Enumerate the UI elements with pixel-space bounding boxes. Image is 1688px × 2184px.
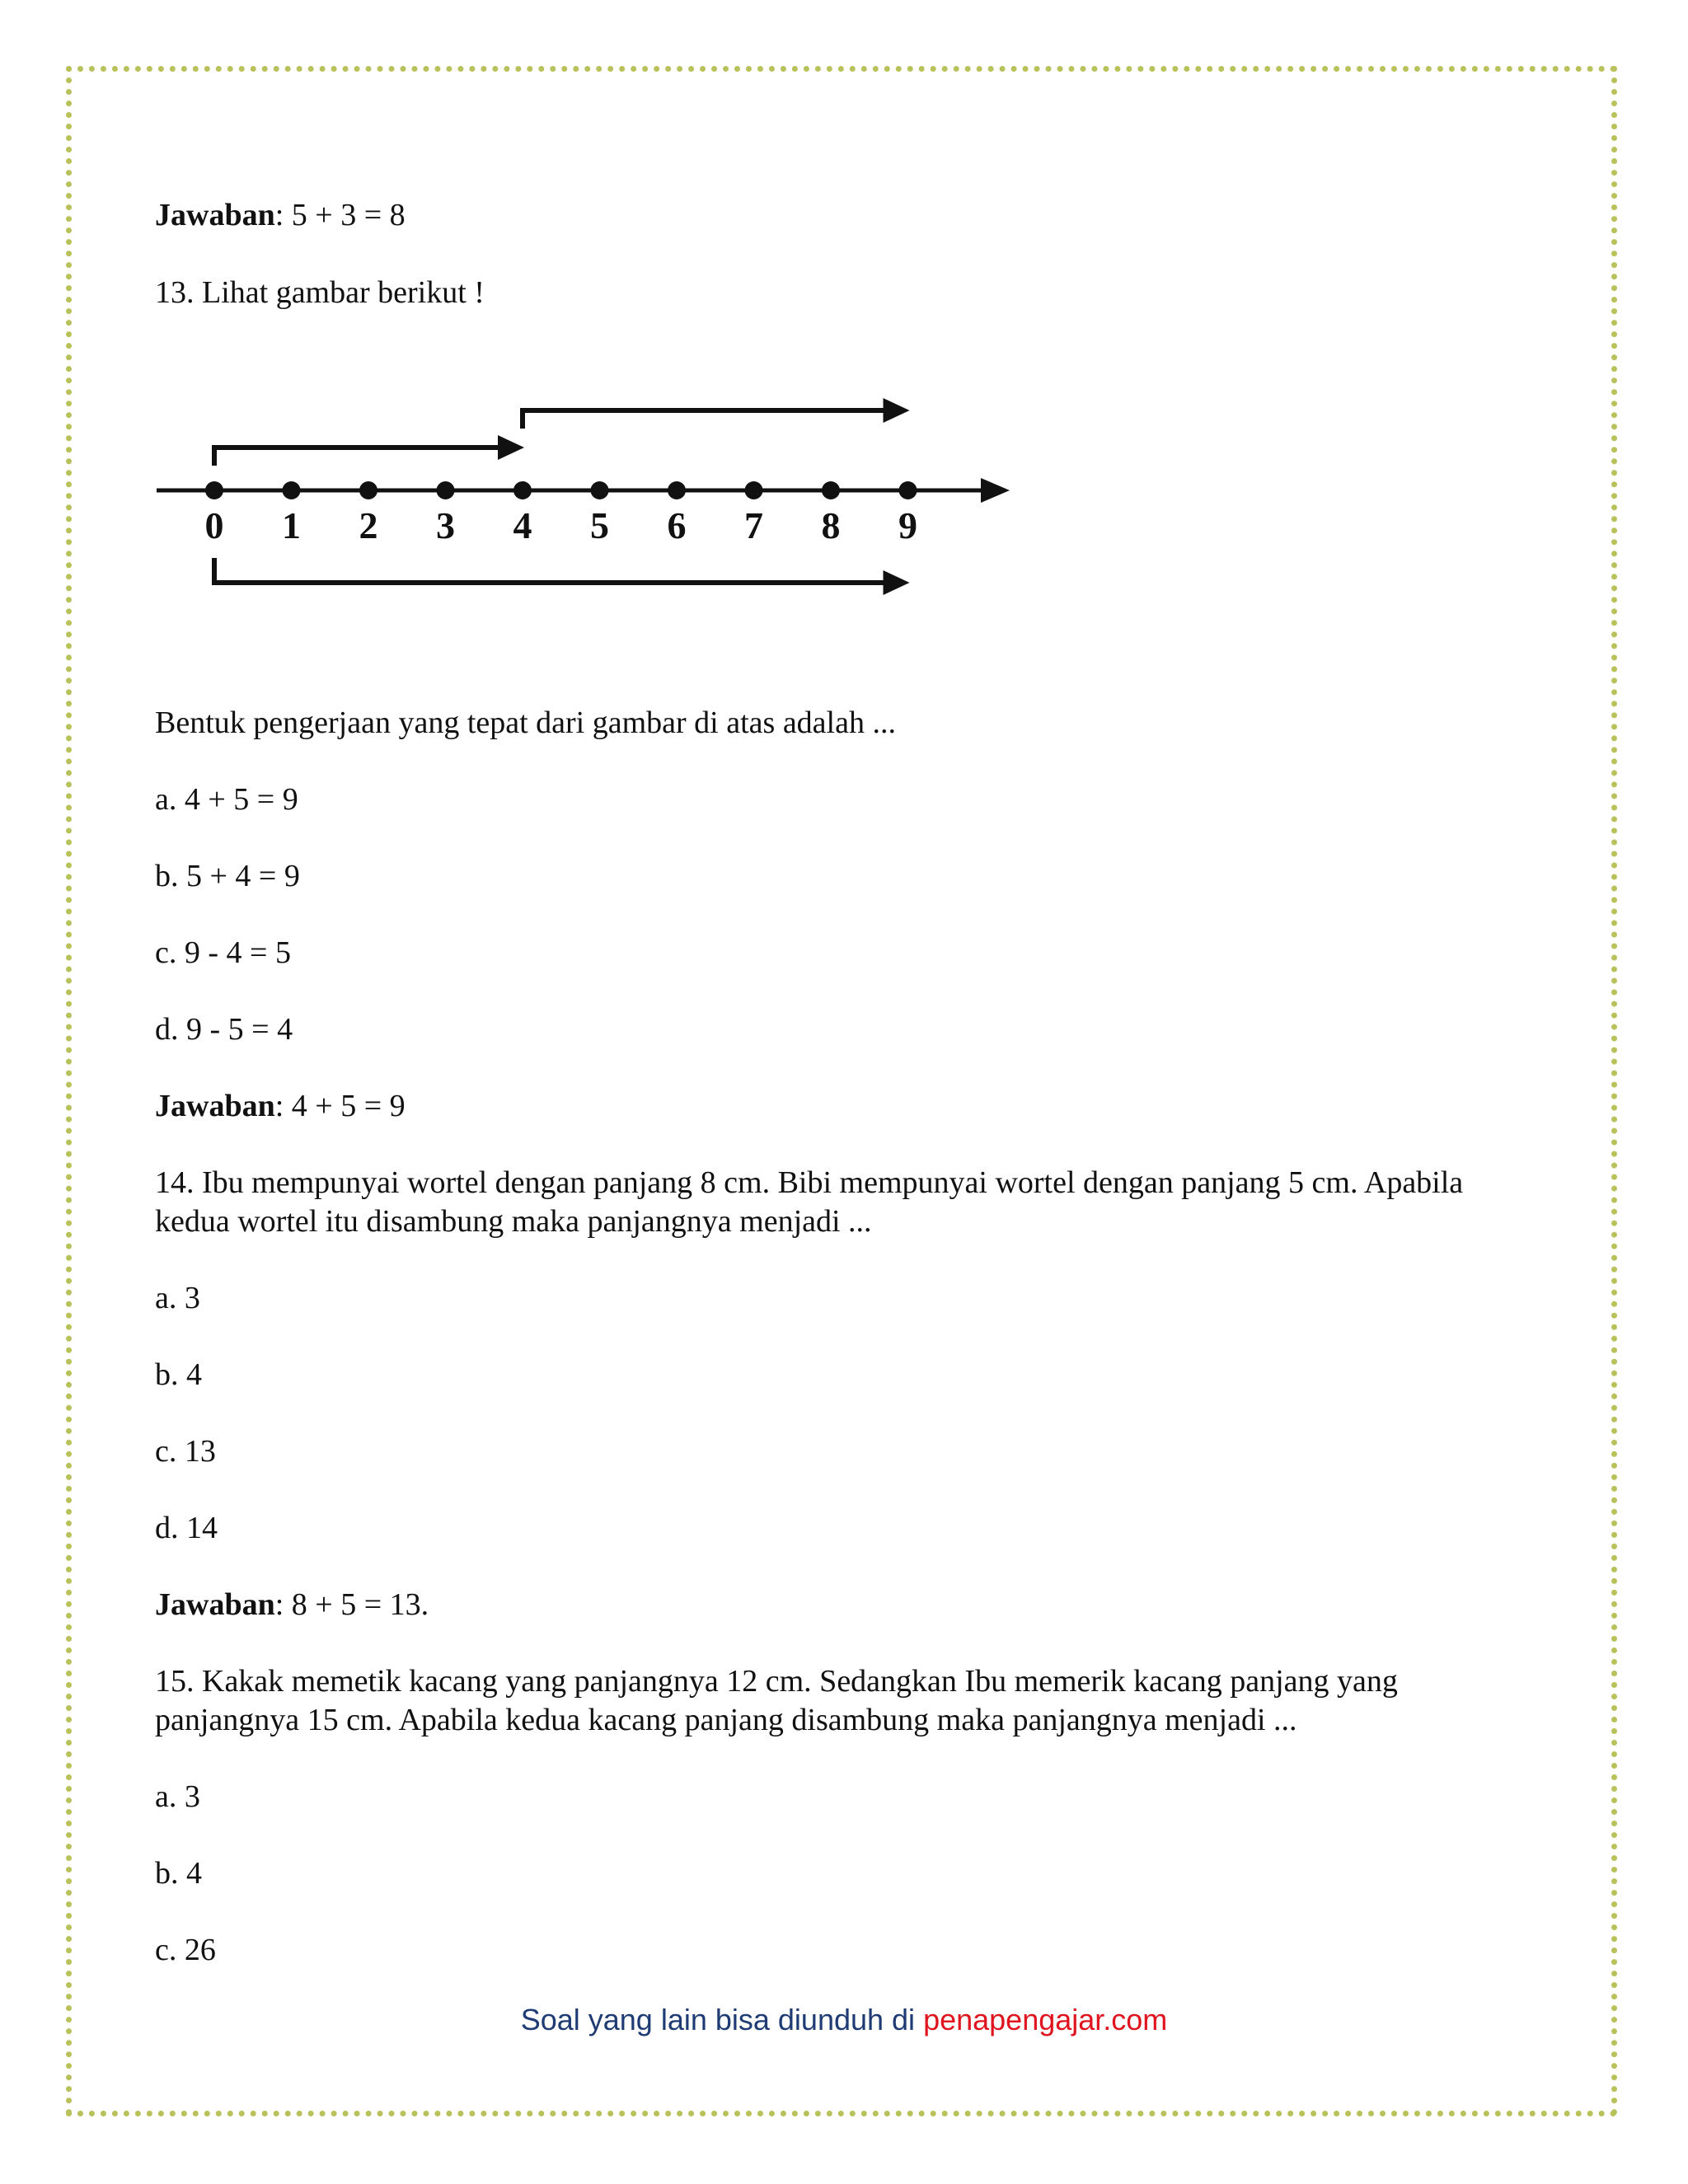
number-line-point bbox=[899, 481, 917, 499]
number-line-point bbox=[668, 481, 686, 499]
jump-arrow-top-2 bbox=[523, 410, 884, 429]
number-line-point bbox=[591, 481, 609, 499]
jump-arrow-bottom-arrowhead bbox=[884, 570, 910, 595]
answer-14: Jawaban: 8 + 5 = 13. bbox=[155, 1587, 429, 1622]
number-line-point bbox=[437, 481, 455, 499]
number-line-svg bbox=[157, 387, 1022, 610]
number-line-point bbox=[205, 481, 223, 499]
number-line-tick-label: 5 bbox=[590, 504, 609, 546]
number-line-tick-label: 6 bbox=[667, 504, 687, 546]
number-line-tick-label: 2 bbox=[359, 504, 378, 546]
option-15-c: c. 26 bbox=[155, 1933, 216, 1967]
number-line-point bbox=[513, 481, 532, 499]
answer-13: Jawaban: 4 + 5 = 9 bbox=[155, 1089, 406, 1123]
number-line-tick-label: 9 bbox=[898, 504, 917, 546]
number-line-tick-label: 8 bbox=[821, 504, 841, 546]
option-14-a: a. 3 bbox=[155, 1281, 200, 1315]
jump-arrow-top-2-arrowhead bbox=[884, 398, 910, 423]
option-15-a: a. 3 bbox=[155, 1779, 200, 1814]
jump-arrow-top-1-arrowhead bbox=[498, 435, 524, 460]
option-13-b: b. 5 + 4 = 9 bbox=[155, 859, 300, 893]
number-line-point bbox=[359, 481, 377, 499]
question-14-line-1: 14. Ibu mempunyai wortel dengan panjang 8 cm. Bibi mempunyai wortel dengan panjang 5 cm. Apabila bbox=[155, 1165, 1464, 1200]
option-13-c: c. 9 - 4 = 5 bbox=[155, 935, 291, 970]
number-line-tick-label: 7 bbox=[744, 504, 763, 546]
question-15-line-1: 15. Kakak memetik kacang yang panjangnya 12 cm. Sedangkan Ibu memerik kacang panjang yang bbox=[155, 1664, 1398, 1699]
question-13-prompt: Bentuk pengerjaan yang tepat dari gambar di atas adalah ... bbox=[155, 705, 896, 740]
number-line-tick-label: 3 bbox=[436, 504, 455, 546]
option-14-b: b. 4 bbox=[155, 1357, 202, 1392]
number-line-tick-label: 1 bbox=[282, 504, 301, 546]
option-13-a: a. 4 + 5 = 9 bbox=[155, 782, 298, 817]
footer bbox=[0, 2003, 1688, 2037]
question-15-line-2: panjangnya 15 cm. Apabila kedua kacang panjang disambung maka panjangnya menjadi ... bbox=[155, 1703, 1297, 1737]
jump-arrow-bottom bbox=[214, 558, 884, 583]
number-line-axis-arrowhead bbox=[981, 478, 1010, 503]
number-line-tick-label: 4 bbox=[513, 504, 532, 546]
number-line-point bbox=[283, 481, 301, 499]
number-line-figure bbox=[157, 387, 1022, 610]
answer-12: Jawaban: 5 + 3 = 8 bbox=[155, 198, 406, 232]
option-14-d: d. 14 bbox=[155, 1511, 218, 1545]
question-13: 13. Lihat gambar berikut ! bbox=[155, 275, 485, 310]
footer-text: Soal yang lain bisa diunduh di bbox=[520, 2003, 924, 2036]
option-15-b: b. 4 bbox=[155, 1856, 202, 1891]
jump-arrow-top-1 bbox=[214, 448, 498, 466]
number-line-tick-label: 0 bbox=[204, 504, 224, 546]
number-line-point bbox=[822, 481, 840, 499]
question-14-line-2: kedua wortel itu disambung maka panjangnya menjadi ... bbox=[155, 1204, 872, 1239]
number-line-point bbox=[745, 481, 763, 499]
option-14-c: c. 13 bbox=[155, 1434, 216, 1469]
option-13-d: d. 9 - 5 = 4 bbox=[155, 1012, 293, 1047]
footer-link[interactable]: penapengajar.com bbox=[923, 2003, 1168, 2036]
